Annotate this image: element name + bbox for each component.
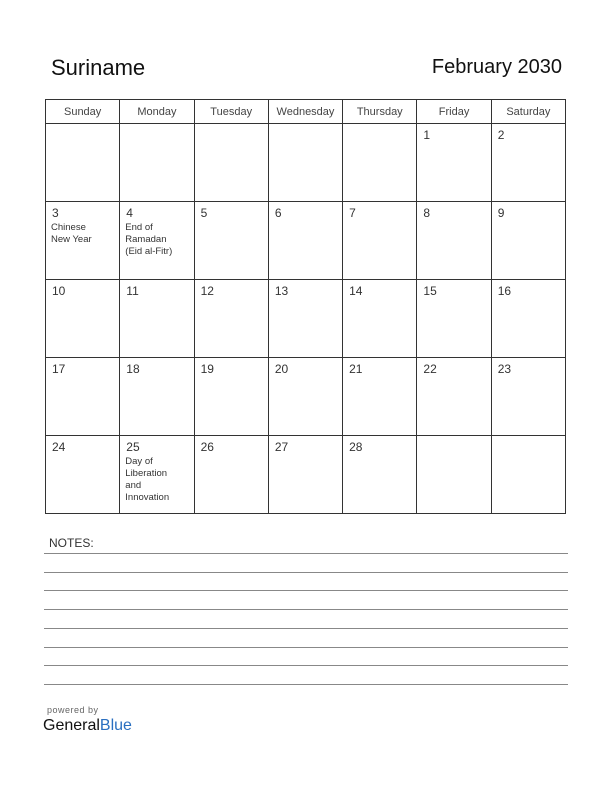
day-cell — [491, 358, 565, 436]
day-cell — [46, 124, 120, 202]
day-cell — [417, 124, 491, 202]
day-number: 7 — [349, 206, 356, 220]
month-year-title: February 2030 — [431, 56, 562, 78]
day-cell — [268, 124, 342, 202]
day-cell — [343, 436, 417, 514]
day-cell — [491, 436, 565, 514]
note-line — [44, 609, 568, 610]
note-line — [44, 553, 568, 554]
day-cell — [268, 436, 342, 514]
day-number: 5 — [200, 206, 208, 220]
note-line — [44, 665, 568, 666]
day-cell — [194, 280, 268, 358]
note-line — [44, 628, 568, 629]
week-row — [46, 202, 566, 280]
day-number: 12 — [200, 284, 214, 298]
day-number: 27 — [274, 440, 289, 454]
day-cell — [46, 358, 120, 436]
day-number: 2 — [497, 128, 505, 142]
day-number: 26 — [200, 440, 214, 454]
note-line — [44, 590, 568, 591]
day-number: 16 — [497, 284, 512, 298]
day-cell — [46, 202, 120, 280]
day-number: 24 — [52, 440, 66, 454]
day-cell — [120, 358, 194, 436]
day-number: 15 — [423, 284, 437, 298]
day-number: 6 — [274, 206, 282, 220]
day-cell — [343, 358, 417, 436]
day-cell — [491, 280, 565, 358]
brand-blue: Blue — [99, 717, 132, 734]
day-cell — [120, 280, 194, 358]
weekday-sunday: Sunday — [46, 100, 120, 124]
day-number: 23 — [497, 362, 512, 376]
week-row — [46, 124, 566, 202]
country-title: Suriname — [51, 55, 146, 80]
day-number: 9 — [497, 206, 505, 220]
day-cell — [417, 358, 491, 436]
notes-label: NOTES: — [49, 536, 94, 550]
note-line — [44, 684, 568, 685]
brand-logo — [43, 717, 132, 735]
day-number: 25 — [126, 440, 140, 454]
day-number: 13 — [274, 284, 289, 298]
week-row — [46, 280, 566, 358]
weekday-header-row — [46, 100, 566, 124]
day-cell — [194, 436, 268, 514]
day-cell — [268, 280, 342, 358]
day-cell — [46, 436, 120, 514]
calendar-grid — [45, 99, 566, 514]
day-cell — [120, 436, 194, 514]
day-number: 4 — [126, 206, 133, 220]
weekday-tuesday: Tuesday — [194, 100, 268, 124]
day-cell — [268, 358, 342, 436]
day-number: 28 — [349, 440, 363, 454]
holiday-label: End of Ramadan (Eid al-Fitr) — [125, 222, 173, 257]
day-number: 14 — [349, 284, 363, 298]
day-cell — [343, 280, 417, 358]
week-row — [46, 436, 566, 514]
day-cell — [417, 202, 491, 280]
day-cell — [120, 124, 194, 202]
day-cell — [194, 358, 268, 436]
day-cell — [343, 202, 417, 280]
day-number: 19 — [200, 362, 214, 376]
day-cell — [491, 202, 565, 280]
day-number: 11 — [126, 284, 139, 298]
day-number: 8 — [423, 206, 431, 220]
powered-by-text: powered by — [47, 705, 99, 715]
day-cell — [120, 202, 194, 280]
note-line — [44, 647, 568, 648]
day-cell — [417, 436, 491, 514]
holiday-label: Day of Liberation and Innovation — [125, 456, 170, 503]
weekday-wednesday: Wednesday — [268, 100, 342, 124]
weekday-friday: Friday — [417, 100, 491, 124]
brand-general: General — [43, 717, 100, 734]
day-number: 18 — [126, 362, 140, 376]
day-number: 20 — [274, 362, 289, 376]
holiday-label: Chinese New Year — [51, 222, 92, 245]
day-number: 17 — [52, 362, 66, 376]
day-number: 21 — [349, 362, 363, 376]
day-number: 1 — [423, 128, 431, 142]
day-cell — [491, 124, 565, 202]
weekday-saturday: Saturday — [491, 100, 565, 124]
weekday-monday: Monday — [120, 100, 194, 124]
day-number: 10 — [52, 284, 66, 298]
day-cell — [46, 280, 120, 358]
day-cell — [194, 124, 268, 202]
week-row — [46, 358, 566, 436]
day-number: 22 — [423, 362, 437, 376]
day-cell — [343, 124, 417, 202]
day-cell — [194, 202, 268, 280]
note-line — [44, 572, 568, 573]
day-cell — [268, 202, 342, 280]
weekday-thursday: Thursday — [343, 100, 417, 124]
day-cell — [417, 280, 491, 358]
day-number: 3 — [52, 206, 59, 220]
